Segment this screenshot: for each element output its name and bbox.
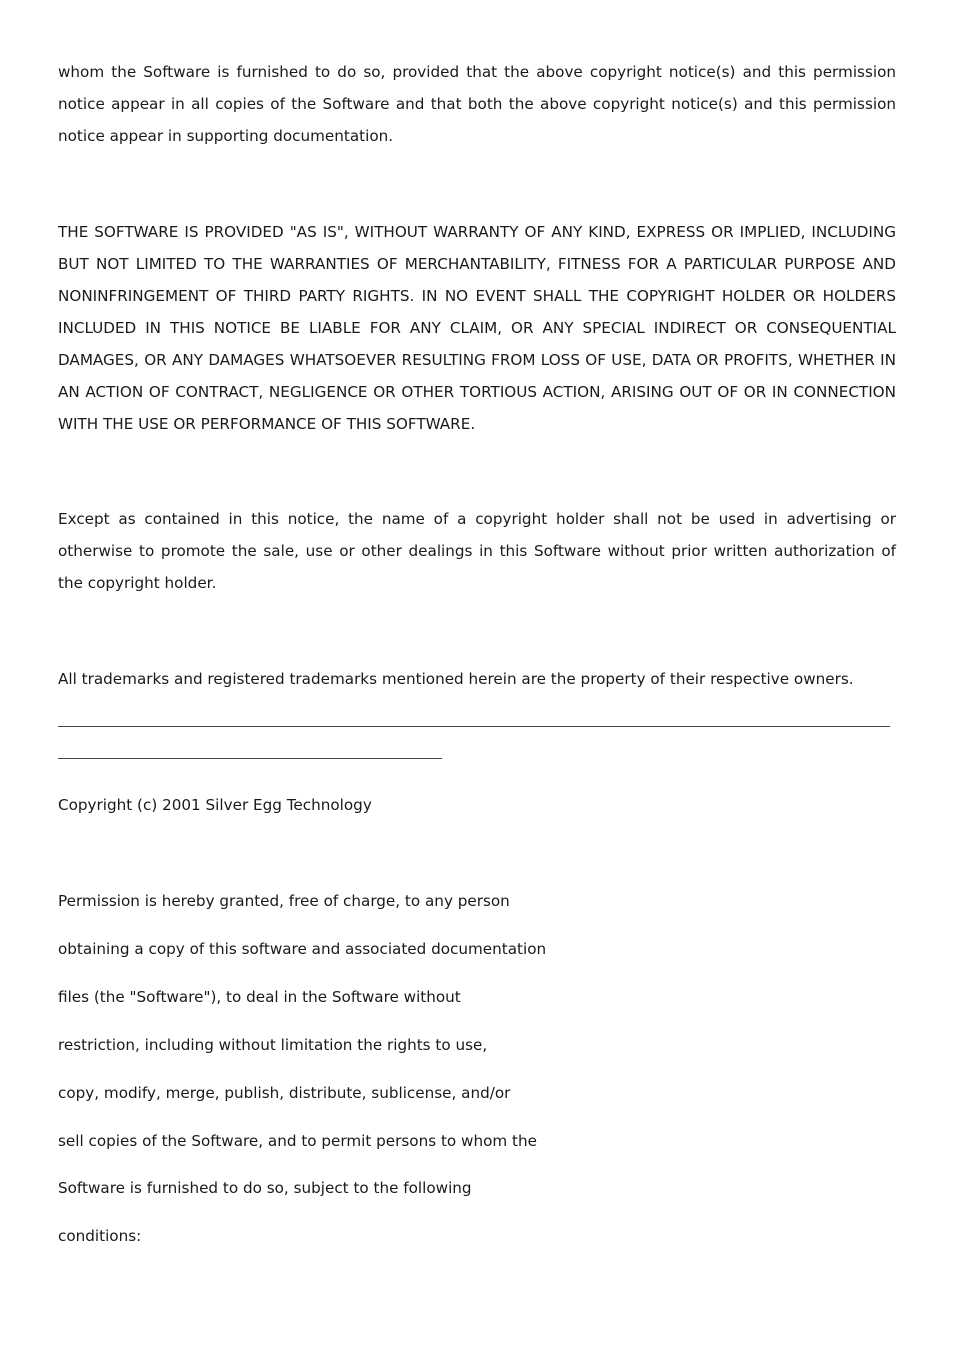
trademarks-paragraph: All trademarks and registered trademarks mentioned herein are the property of their respective owners. (58, 670, 854, 688)
permission-line: Permission is hereby granted, free of charge, to any person (58, 892, 510, 910)
separator-rule-short (58, 758, 442, 759)
permission-notice-tail-paragraph: whom the Software is furnished to do so, provided that the above copyright notice(s) and this permission notice appear in all copies of the Software and that both the above copyright notice(s) and this permission notice appear in supporting documentation. (58, 63, 896, 145)
permission-line: obtaining a copy of this software and associated documentation (58, 940, 547, 958)
permission-line: conditions: (58, 1227, 142, 1245)
permission-line: files (the "Software"), to deal in the Software without (58, 988, 461, 1006)
copyright-line: Copyright (c) 2001 Silver Egg Technology (58, 796, 372, 814)
permission-line: restriction, including without limitation the rights to use, (58, 1036, 488, 1054)
permission-line: sell copies of the Software, and to permit persons to whom the (58, 1132, 537, 1150)
warranty-disclaimer-paragraph: THE SOFTWARE IS PROVIDED "AS IS", WITHOUT WARRANTY OF ANY KIND, EXPRESS OR IMPLIED, INCLUDING BUT NOT LIMITED TO THE WARRANTIES OF MERCHANTABILITY, FITNESS FOR A PARTICULAR PURPOSE AND NONINFRINGEMENT OF THIRD PARTY RIGHTS. IN NO EVENT SHALL THE COPYRIGHT HOLDER OR HOLDERS INCLUDED IN THIS NOTICE BE LIABLE FOR ANY CLAIM, OR ANY SPECIAL INDIRECT OR CONSEQUENTIAL DAMAGES, OR ANY DAMAGES WHATSOEVER RESULTING FROM LOSS OF USE, DATA OR PROFITS, WHETHER IN AN ACTION OF CONTRACT, NEGLIGENCE OR OTHER TORTIOUS ACTION, ARISING OUT OF OR IN CONNECTION WITH THE USE OR PERFORMANCE OF THIS SOFTWARE. (58, 223, 896, 433)
permission-line: Software is furnished to do so, subject to the following (58, 1179, 472, 1197)
advertising-restriction-paragraph: Except as contained in this notice, the name of a copyright holder shall not be used in advertising or otherwise to promote the sale, use or other dealings in this Software without prior written authorization of the copyright holder. (58, 510, 896, 592)
permission-line: copy, modify, merge, publish, distribute, sublicense, and/or (58, 1084, 511, 1102)
separator-rule-long (58, 726, 890, 727)
